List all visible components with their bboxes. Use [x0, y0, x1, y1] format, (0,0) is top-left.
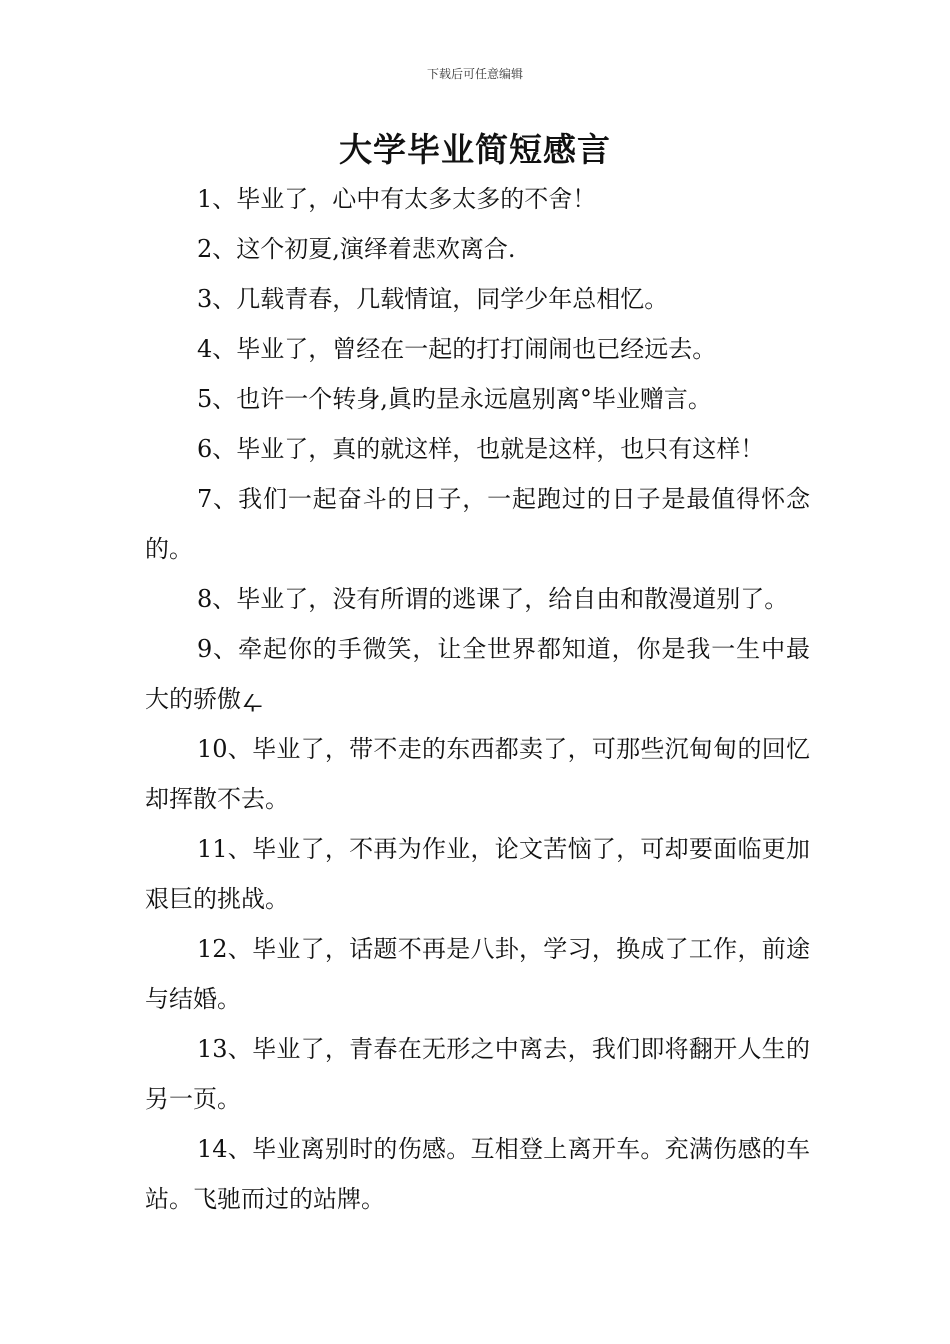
paragraph-7: 7、我们一起奋斗的日子，一起跑过的日子是最值得怀念的。	[145, 485, 810, 563]
paragraph-6: 6、毕业了，真的就这样，也就是这样，也只有这样！	[197, 435, 765, 463]
paragraph-4: 4、毕业了，曾经在一起的打打闹闹也已经远去。	[197, 335, 717, 363]
paragraph-10: 10、毕业了，带不走的东西都卖了，可那些沉甸甸的回忆却挥散不去。	[145, 735, 810, 813]
paragraph-11: 11、毕业了，不再为作业，论文苦恼了，可却要面临更加艰巨的挑战。	[145, 835, 810, 913]
header-note: 下载后可任意编辑	[426, 67, 523, 81]
paragraph-1: 1、毕业了，心中有太多太多的不舍！	[197, 185, 597, 213]
paragraph-12: 12、毕业了，话题不再是八卦，学习，换成了工作，前途与结婚。	[145, 935, 810, 1013]
paragraph-3: 3、几载青春，几载情谊，同学少年总相忆。	[197, 285, 669, 313]
document-title: 大学毕业简短感言	[339, 130, 611, 169]
paragraph-8: 8、毕业了，没有所谓的逃课了，给自由和散漫道别了。	[197, 585, 789, 613]
paragraph-2: 2、这个初夏,演绎着悲欢离合.	[197, 235, 516, 263]
paragraph-13: 13、毕业了，青春在无形之中离去，我们即将翻开人生的另一页。	[145, 1035, 810, 1113]
paragraph-5: 5、也许一个转身,眞旳昰永远扈别离°毕业赠言。	[197, 385, 712, 413]
paragraph-14: 14、毕业离别时的伤感。互相登上离开车。充满伤感的车站。飞驰而过的站牌。	[145, 1135, 810, 1213]
paragraph-9: 9、牵起你的手微笑，让全世界都知道，你是我一生中最大的骄傲ഺ	[145, 635, 810, 713]
document-body	[145, 174, 810, 1224]
